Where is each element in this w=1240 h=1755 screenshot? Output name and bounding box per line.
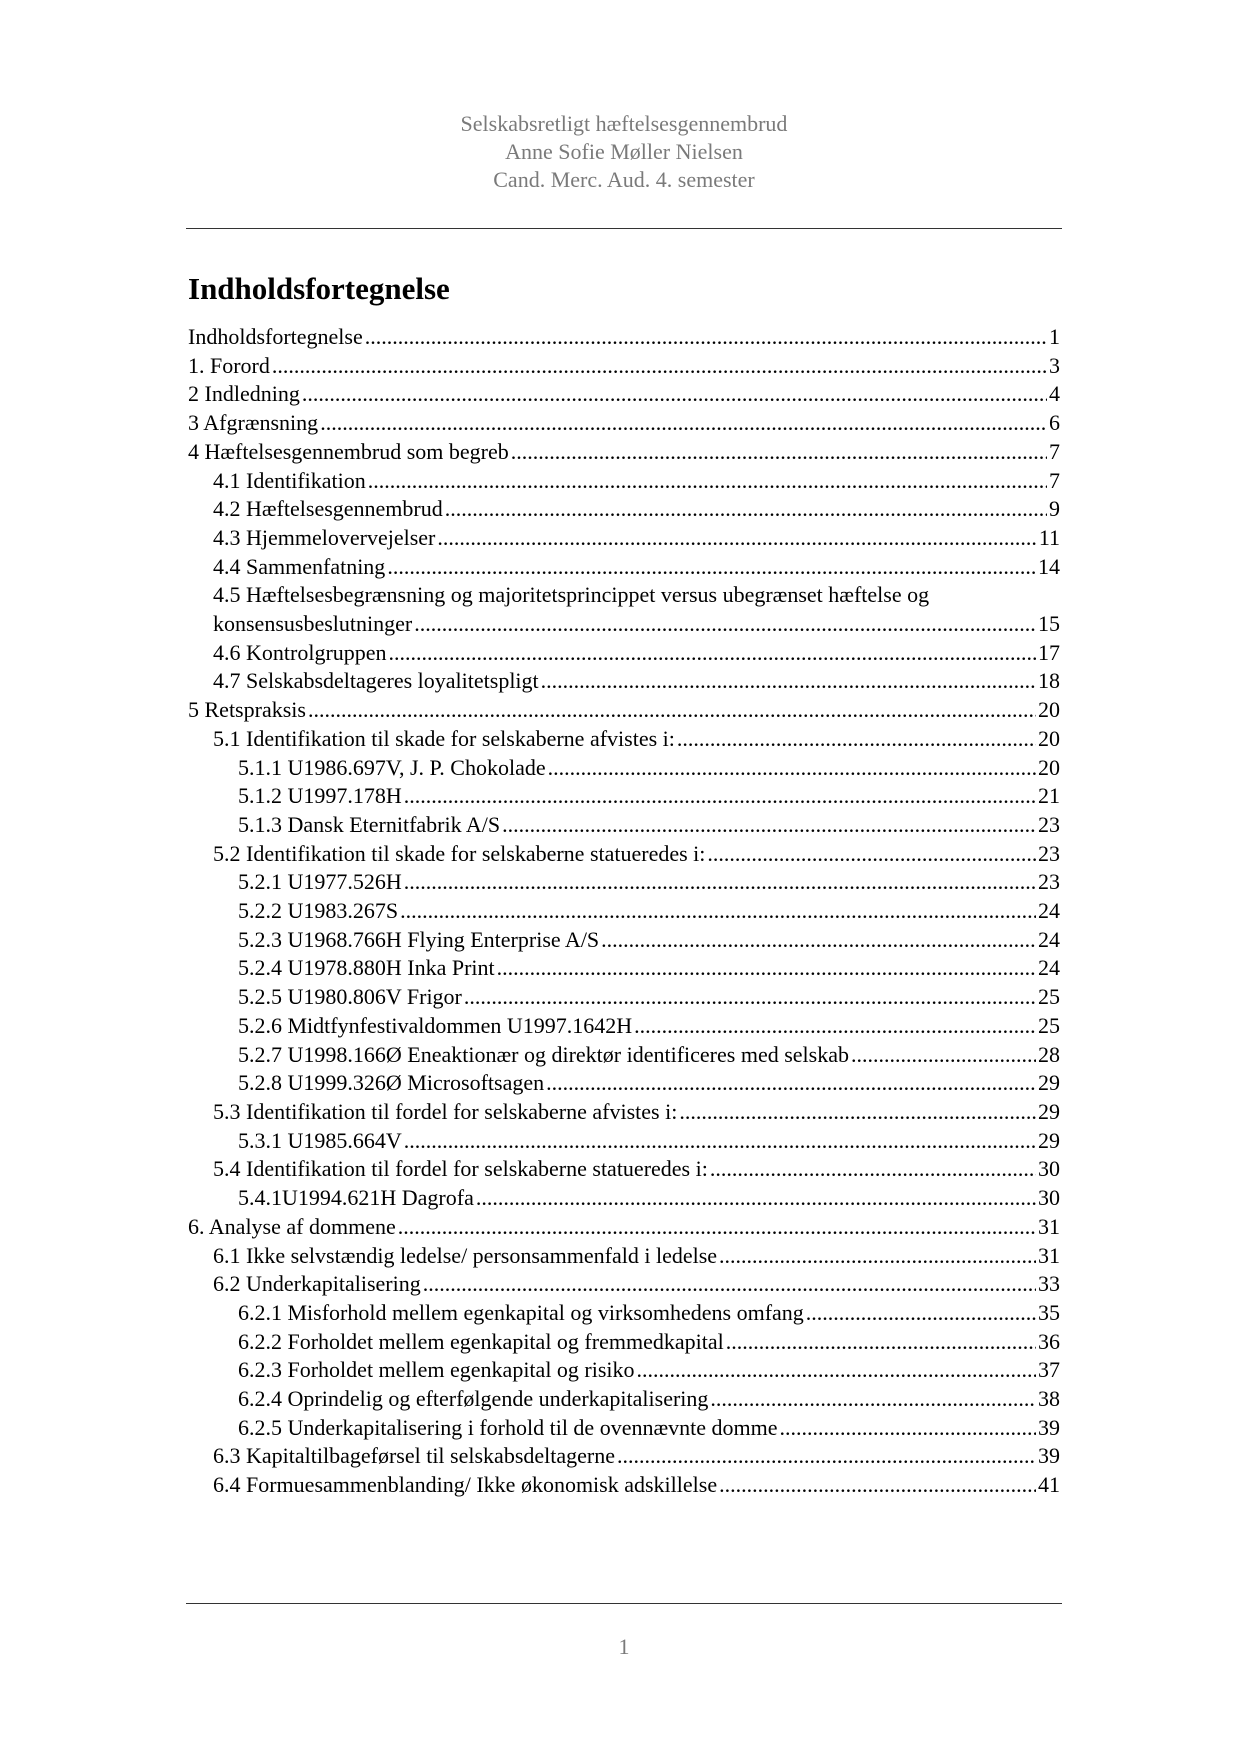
toc-entry-page: 1 [1049,324,1060,349]
toc-entry[interactable] [188,1328,1060,1357]
toc-entry[interactable] [188,1069,1060,1098]
toc-entry-page: 30 [1038,1185,1060,1211]
toc-entry-label: 5.4 Identifikation til fordel for selskaberne statueredes i: [213,1156,708,1182]
toc-leader [806,1299,1036,1328]
toc-entry-page: 23 [1038,811,1060,837]
toc-entry[interactable] [188,725,1060,754]
toc-entry-label: 4.1 Identifikation [213,467,366,493]
toc-entry-label: 5.1.2 U1997.178H [238,783,402,809]
toc-entry-label: 4.3 Hjemmelovervejelser [213,524,436,550]
toc-entry-page: 29 [1038,1098,1060,1124]
toc-entry[interactable] [188,495,1060,524]
toc-entry-page: 39 [1038,1414,1060,1440]
toc-entry[interactable] [188,323,1060,352]
table-of-contents [188,323,1060,1500]
toc-leader [511,438,1047,467]
toc-leader [404,782,1036,811]
toc-entry-page: 17 [1038,639,1060,665]
toc-entry[interactable] [188,610,1060,639]
toc-entry-label: 6.3 Kapitaltilbageførsel til selskabsdeltagerne [213,1443,615,1469]
toc-entry[interactable] [188,1184,1060,1213]
toc-leader [464,983,1036,1012]
toc-leader [302,380,1047,409]
toc-entry-page: 18 [1038,668,1060,694]
toc-entry-page: 24 [1038,955,1060,981]
toc-entry-label: 1. Forord [188,352,270,378]
toc-entry-label: 6.1 Ikke selvstændig ledelse/ personsammenfald i ledelse [213,1242,718,1268]
toc-leader [710,1385,1036,1414]
toc-entry[interactable] [188,840,1060,869]
toc-entry[interactable] [188,782,1060,811]
toc-entry-label: 6.2.2 Forholdet mellem egenkapital og fremmedkapital [238,1328,724,1354]
toc-entry-page: 24 [1038,898,1060,924]
toc-leader [387,553,1036,582]
toc-entry[interactable] [188,1442,1060,1471]
toc-entry-label: 3 Afgrænsning [188,410,319,436]
toc-leader [634,1012,1036,1041]
toc-entry[interactable] [188,438,1060,467]
toc-entry-page: 38 [1038,1386,1060,1412]
toc-leader [710,1155,1036,1184]
toc-entry-label: 6.2.1 Misforhold mellem egenkapital og virksomhedens omfang [238,1299,804,1325]
toc-entry-page: 25 [1038,1012,1060,1038]
toc-entry-page: 23 [1038,840,1060,866]
toc-entry-page: 35 [1038,1299,1060,1325]
toc-leader [726,1328,1036,1357]
toc-entry-page: 29 [1038,1070,1060,1096]
toc-entry-label: 5.2.4 U1978.880H Inka Print [238,955,495,981]
toc-entry-label: 6.2.5 Underkapitalisering i forhold til de ovennævnte domme [238,1414,778,1440]
toc-entry-page: 23 [1038,869,1060,895]
toc-entry[interactable] [188,467,1060,496]
header-title: Selskabsretligt hæftelsesgennembrud [460,111,788,136]
toc-entry[interactable] [188,983,1060,1012]
toc-entry-page: 29 [1038,1127,1060,1153]
toc-leader [546,1069,1036,1098]
toc-entry-page: 31 [1038,1242,1060,1268]
toc-entry[interactable] [188,1213,1060,1242]
header-divider [186,228,1062,229]
toc-entry[interactable] [188,1098,1060,1127]
toc-entry-page: 14 [1038,553,1060,579]
toc-entry-label: 5.2.2 U1983.267S [238,898,399,924]
toc-entry-label: 5.1 Identifikation til skade for selskaberne afvistes i: [213,725,675,751]
toc-leader [414,610,1036,639]
toc-entry-label: 4.2 Hæftelsesgennembrud [213,496,443,522]
toc-entry-page: 6 [1049,410,1060,436]
toc-entry-page: 30 [1038,1156,1060,1182]
toc-leader [389,639,1036,668]
toc-entry[interactable] [188,667,1060,696]
toc-leader [404,1127,1036,1156]
toc-entry-page: 4 [1049,381,1060,407]
toc-leader [617,1442,1036,1471]
toc-entry[interactable] [188,1242,1060,1271]
toc-entry-label: 4.7 Selskabsdeltageres loyalitetspligt [213,668,539,694]
toc-leader [398,1213,1036,1242]
toc-entry-page: 41 [1038,1472,1060,1498]
toc-entry-page: 15 [1038,611,1060,637]
toc-entry[interactable] [188,352,1060,381]
toc-entry-label: 6.2 Underkapitalisering [213,1271,421,1297]
toc-leader [637,1356,1036,1385]
toc-entry[interactable] [188,1041,1060,1070]
toc-entry[interactable] [188,926,1060,955]
toc-leader [365,323,1047,352]
toc-entry-label: 5.2.8 U1999.326Ø Microsoftsagen [238,1070,545,1096]
page-number: 1 [618,1634,630,1659]
toc-entry-label: 6.2.3 Forholdet mellem egenkapital og risiko [238,1357,635,1383]
toc-entry-label: 6.2.4 Oprindelig og efterfølgende underkapitalisering [238,1386,709,1412]
toc-entry-label: 5 Retspraksis [188,697,306,723]
toc-entry-label: 5.2.6 Midtfynfestivaldommen U1997.1642H [238,1012,633,1038]
toc-leader [719,1471,1036,1500]
toc-entry-label: 5.2.7 U1998.166Ø Eneaktionær og direktør identificeres med selskab [238,1041,849,1067]
toc-entry-label: konsensusbeslutninger [213,611,413,637]
footer-divider [186,1603,1062,1604]
toc-leader [719,1242,1036,1271]
toc-entry-page: 37 [1038,1357,1060,1383]
toc-entry-page: 9 [1049,496,1060,522]
toc-leader [541,667,1036,696]
toc-entry-page: 3 [1049,352,1060,378]
toc-entry-page: 20 [1038,754,1060,780]
toc-entry-page: 20 [1038,697,1060,723]
toc-leader [272,352,1047,381]
toc-entry-page: 11 [1038,524,1060,550]
toc-entry[interactable] [188,553,1060,582]
toc-entry-page: 7 [1049,467,1060,493]
toc-leader [423,1270,1036,1299]
toc-leader [497,954,1036,983]
toc-entry-page: 20 [1038,725,1060,751]
toc-leader [677,725,1036,754]
toc-entry[interactable] [188,380,1060,409]
toc-leader [548,754,1036,783]
toc-entry[interactable] [188,696,1060,725]
toc-leader [308,696,1036,725]
header-author: Anne Sofie Møller Nielsen [505,139,743,164]
toc-entry-label: 5.4.1U1994.621H Dagrofa [238,1185,474,1211]
toc-entry-wrapped-line[interactable]: 4.5 Hæftelsesbegrænsning og majoritetsprincippet versus ubegrænset hæftelse og [213,582,930,608]
toc-entry[interactable] [188,1155,1060,1184]
toc-entry[interactable] [188,868,1060,897]
toc-entry-page: 31 [1038,1213,1060,1239]
toc-leader [502,811,1036,840]
toc-entry-page: 28 [1038,1041,1060,1067]
toc-entry[interactable] [188,1299,1060,1328]
toc-entry-label: 5.1.1 U1986.697V, J. P. Chokolade [238,754,546,780]
toc-entry-label: 5.3 Identifikation til fordel for selskaberne afvistes i: [213,1098,678,1124]
toc-entry[interactable] [188,1414,1060,1443]
toc-entry-label: 2 Indledning [188,381,300,407]
toc-leader [476,1184,1036,1213]
toc-entry[interactable] [188,524,1060,553]
toc-leader [368,467,1047,496]
toc-leader [445,495,1047,524]
toc-leader [780,1414,1036,1443]
toc-entry[interactable] [188,1012,1060,1041]
toc-leader [437,524,1036,553]
toc-leader [851,1041,1036,1070]
toc-leader [400,897,1036,926]
running-header [186,110,1062,194]
toc-entry-page: 36 [1038,1328,1060,1354]
toc-entry-label: 4 Hæftelsesgennembrud som begreb [188,438,509,464]
toc-entry-label: 5.2.5 U1980.806V Frigor [238,984,462,1010]
toc-leader [707,840,1036,869]
toc-entry-label: 6. Analyse af dommene [188,1213,396,1239]
toc-leader [601,926,1036,955]
toc-entry[interactable] [188,1356,1060,1385]
toc-entry[interactable] [188,1127,1060,1156]
toc-leader [404,868,1036,897]
toc-entry[interactable] [188,409,1060,438]
toc-entry[interactable] [188,639,1060,668]
toc-entry-label: 5.3.1 U1985.664V [238,1127,402,1153]
toc-entry[interactable] [188,1471,1060,1500]
toc-entry-label: Indholdsfortegnelse [188,324,363,349]
toc-entry-label: 5.1.3 Dansk Eternitfabrik A/S [238,811,501,837]
toc-entry[interactable] [188,1385,1060,1414]
toc-entry-label: 6.4 Formuesammenblanding/ Ikke økonomisk adskillelse [213,1472,718,1498]
toc-entry[interactable] [188,811,1060,840]
toc-entry-label: 5.2.1 U1977.526H [238,869,402,895]
toc-heading: Indholdsfortegnelse [188,271,450,306]
toc-entry-label: 5.2 Identifikation til skade for selskaberne statueredes i: [213,840,706,866]
toc-entry-label: 5.2.3 U1968.766H Flying Enterprise A/S [238,926,600,952]
toc-entry[interactable] [188,954,1060,983]
toc-entry-page: 39 [1038,1443,1060,1469]
toc-entry-page: 33 [1038,1271,1060,1297]
header-program: Cand. Merc. Aud. 4. semester [493,167,755,192]
toc-entry-label: 4.4 Sammenfatning [213,553,386,579]
toc-entry-page: 21 [1038,783,1060,809]
toc-leader [679,1098,1036,1127]
toc-entry[interactable] [188,754,1060,783]
toc-entry-page: 24 [1038,926,1060,952]
toc-entry[interactable] [188,1270,1060,1299]
toc-entry-page: 7 [1049,438,1060,464]
toc-leader [320,409,1047,438]
toc-entry-label: 4.6 Kontrolgruppen [213,639,387,665]
toc-entry[interactable] [188,897,1060,926]
toc-entry-page: 25 [1038,984,1060,1010]
